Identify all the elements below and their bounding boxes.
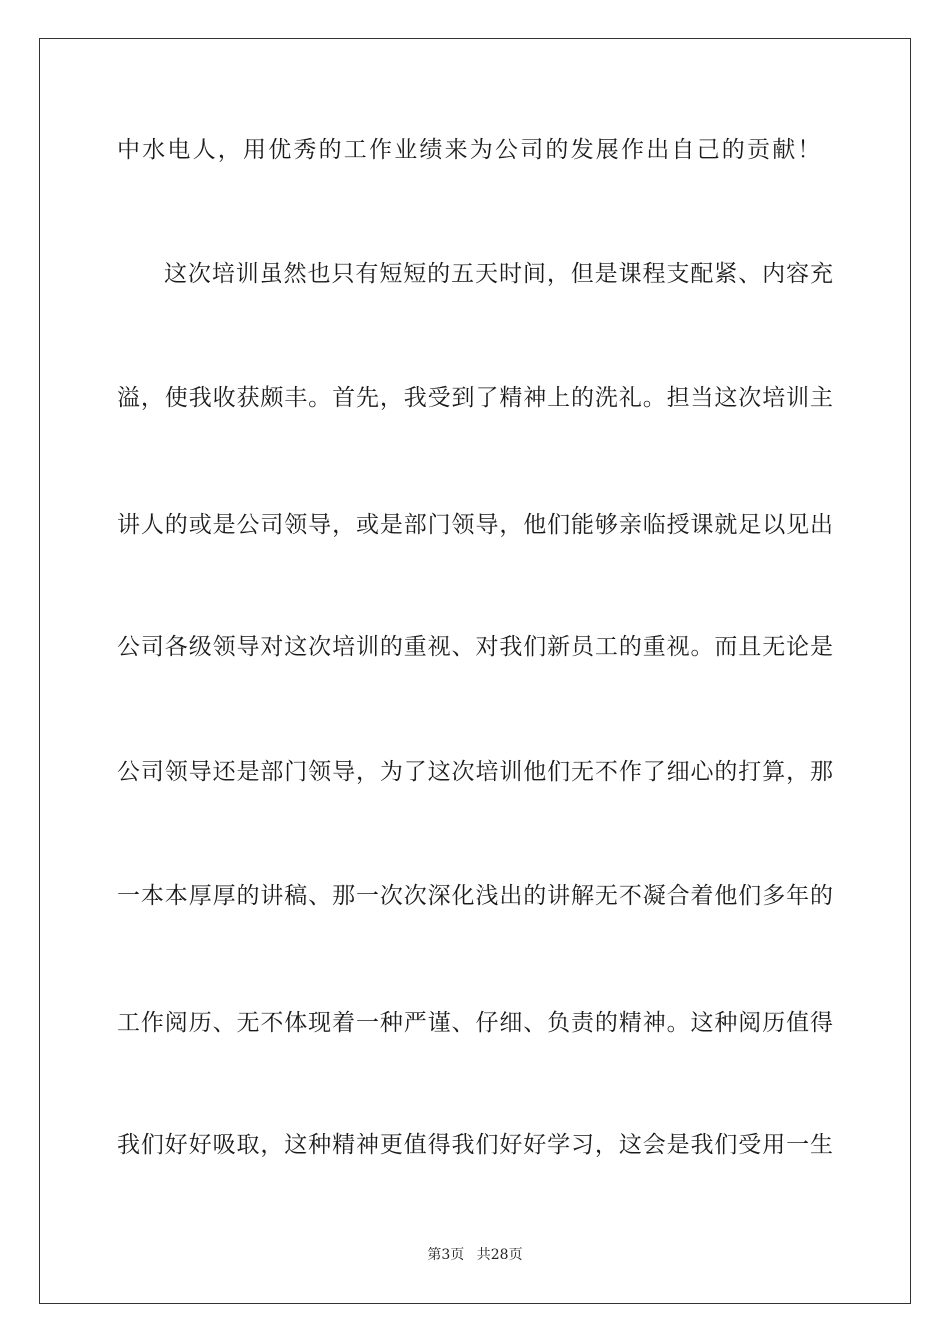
text-line-8: 工作阅历、无不体现着一种严谨、仔细、负责的精神。这种阅历值得 [117, 1010, 833, 1036]
page-total: 共28页 [476, 1247, 523, 1263]
text-line-4: 讲人的或是公司领导，或是部门领导，他们能够亲临授课就足以见出 [117, 512, 833, 538]
text-line-6: 公司领导还是部门领导，为了这次培训他们无不作了细心的打算，那 [117, 759, 833, 785]
text-line-5: 公司各级领导对这次培训的重视、对我们新员工的重视。而且无论是 [117, 634, 833, 660]
text-line-2: 这次培训虽然也只有短短的五天时间，但是课程支配紧、内容充 [164, 261, 833, 287]
text-line-7: 一本本厚厚的讲稿、那一次次深化浅出的讲解无不凝合着他们多年的 [117, 883, 833, 909]
page-footer [0, 1246, 950, 1264]
text-line-3: 溢，使我收获颇丰。首先，我受到了精神上的洗礼。担当这次培训主 [117, 385, 833, 411]
text-line-1: 中水电人，用优秀的工作业绩来为公司的发展作出自己的贡献！ [117, 137, 823, 163]
page-number: 第3页 [427, 1247, 465, 1263]
page-border [39, 38, 911, 1304]
text-line-9: 我们好好吸取，这种精神更值得我们好好学习，这会是我们受用一生 [117, 1132, 833, 1158]
